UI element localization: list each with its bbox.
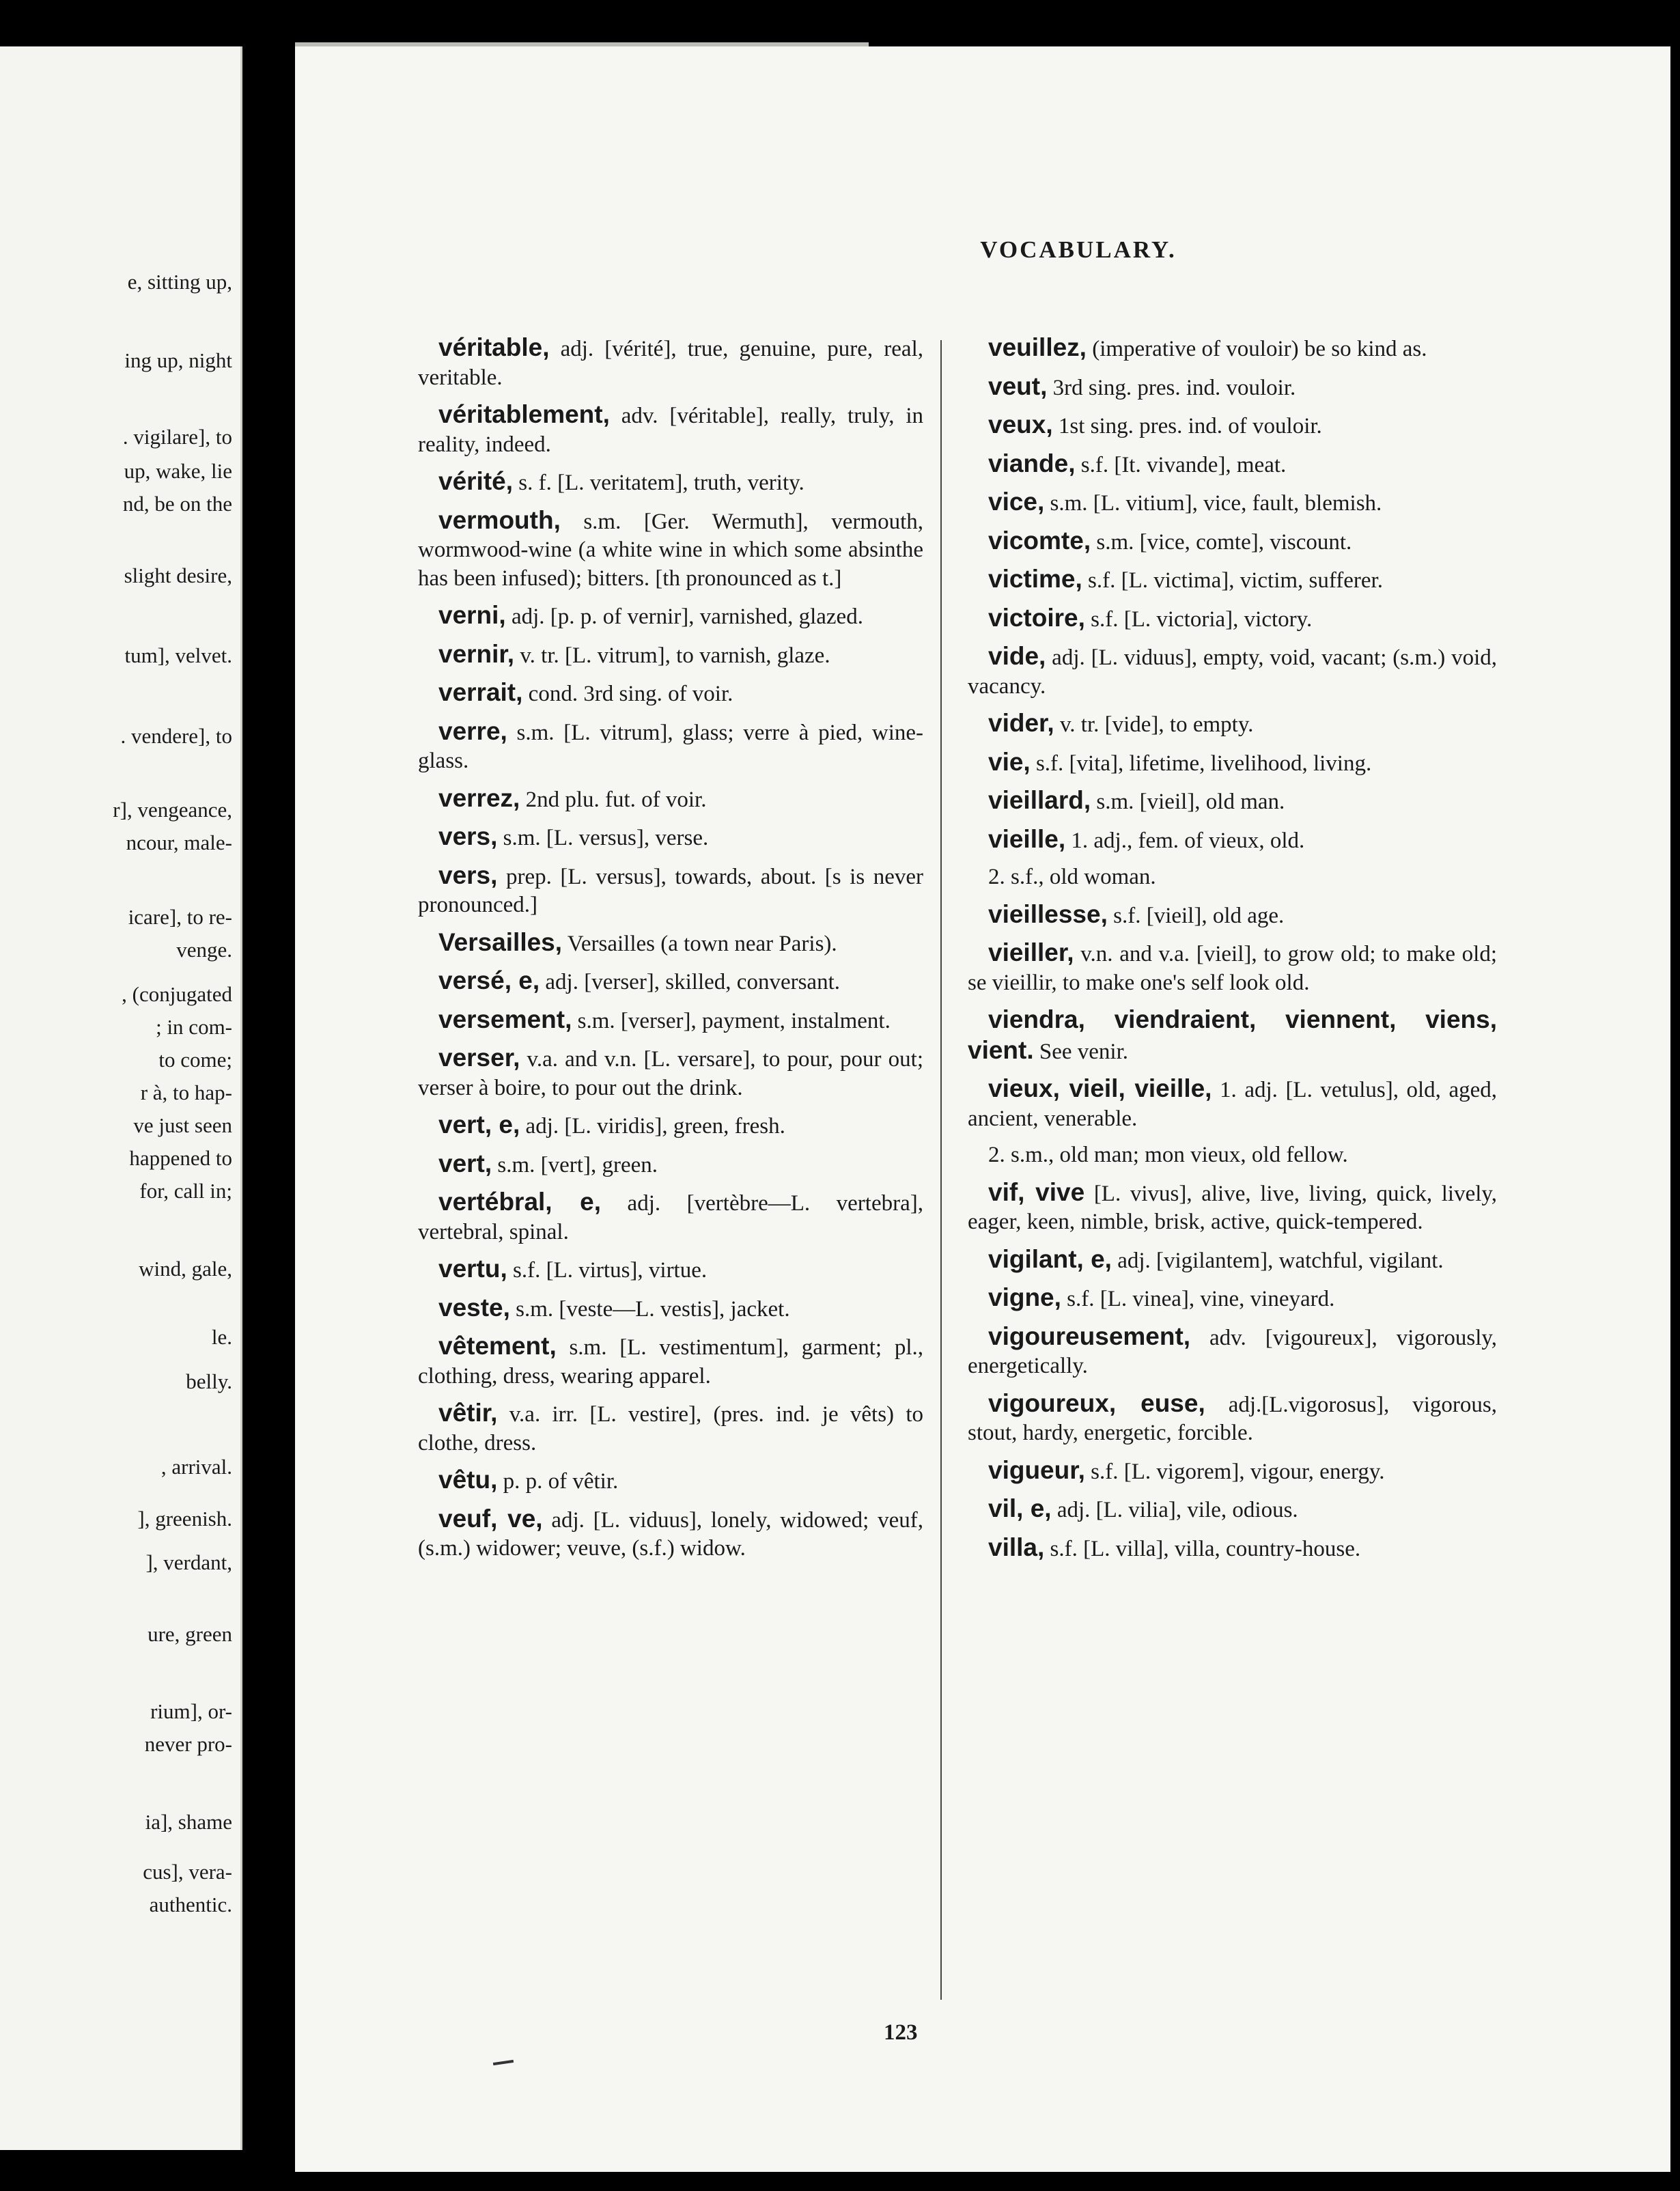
entry-headword: vers, <box>438 861 498 889</box>
entry-definition: cond. 3rd sing. of voir. <box>528 682 733 706</box>
dictionary-entry <box>418 928 923 959</box>
entry-definition: v. tr. [L. vitrum], to varnish, glaze. <box>520 643 830 668</box>
entry-headword: verrait, <box>438 678 523 706</box>
dictionary-entry <box>968 372 1497 403</box>
entry-definition: v.a. irr. [L. vestire], (pres. ind. je vêts) to clothe, dress. <box>418 1402 923 1455</box>
entry-definition: adv. [véritable], really, truly, in reality, indeed. <box>418 404 923 457</box>
entry-headword: vert, e, <box>438 1111 520 1139</box>
entry-definition: s.f. [It. vivande], meat. <box>1080 452 1287 477</box>
entry-headword: vigueur, <box>988 1455 1085 1484</box>
entry-definition: 3rd sing. pres. ind. vouloir. <box>1052 375 1296 400</box>
entry-definition: adj. [L. vilia], vile, odious. <box>1056 1498 1298 1522</box>
entry-headword: vieiller, <box>988 938 1074 966</box>
left-page-line: nd, be on the <box>122 492 232 516</box>
dictionary-entry <box>968 863 1497 892</box>
entry-headword: villa, <box>988 1533 1045 1561</box>
left-page-line: to come; <box>158 1048 232 1072</box>
left-page-line: tum], velvet. <box>124 643 232 667</box>
entry-headword: veuf, ve, <box>438 1504 543 1533</box>
entry-headword: vif, vive <box>988 1177 1085 1206</box>
entry-definition: s.m. [vert], green. <box>497 1152 658 1177</box>
left-page-line: e, sitting up, <box>127 270 232 294</box>
dictionary-entry <box>418 822 923 853</box>
entry-headword: vernir, <box>438 639 515 668</box>
dictionary-entry <box>968 1533 1497 1564</box>
dictionary-entry <box>418 678 923 709</box>
dictionary-entry <box>418 861 923 920</box>
previous-page-fragment <box>0 46 242 2150</box>
entry-headword: vertu, <box>438 1255 507 1283</box>
entry-headword: verni, <box>438 601 506 629</box>
entry-definition: s.m. [Ger. Wermuth], vermouth, wormwood-wine (a white wine in which some absinthe has been infused); bitters. [th pronounced as t.] <box>418 509 924 591</box>
dictionary-entry <box>418 506 923 594</box>
right-column <box>968 333 1497 1572</box>
entry-headword: verser, <box>438 1044 520 1072</box>
dictionary-entry <box>418 1505 923 1563</box>
left-page-line: authentic. <box>149 1893 232 1916</box>
entry-definition: s.m. [L. versus], verse. <box>503 826 709 850</box>
dictionary-entry <box>968 1141 1497 1170</box>
left-page-line: rium], or- <box>150 1699 232 1723</box>
entry-definition: s.m. [vieil], old man. <box>1096 790 1285 814</box>
dictionary-entry <box>418 1005 923 1036</box>
entry-definition: s.f. [L. virtus], virtue. <box>513 1258 708 1283</box>
left-page-line: , arrival. <box>160 1455 232 1479</box>
entry-definition: 2. s.f., old woman. <box>988 865 1156 889</box>
left-page-line: cus], vera- <box>143 1860 232 1884</box>
stray-mark <box>493 2060 514 2065</box>
dictionary-entry <box>968 449 1497 480</box>
entry-definition: adj. [vertèbre—L. vertebra], vertebral, spinal. <box>418 1191 923 1244</box>
left-page-line: r], vengeance, <box>113 798 232 822</box>
entry-headword: victime, <box>988 565 1082 593</box>
left-page-line: happened to <box>129 1146 232 1170</box>
entry-headword: vêtir, <box>438 1399 498 1427</box>
dictionary-entry <box>968 488 1497 518</box>
entry-definition: s.f. [L. victima], victim, sufferer. <box>1088 568 1383 593</box>
entry-definition: adj. [L. viridis], green, fresh. <box>525 1114 785 1139</box>
dictionary-entry <box>968 333 1497 364</box>
dictionary-entry <box>968 748 1497 779</box>
entry-definition: 1. adj., fem. of vieux, old. <box>1071 828 1305 853</box>
dictionary-entry <box>968 642 1497 701</box>
entry-headword: vigoureusement, <box>988 1322 1191 1350</box>
dictionary-entry <box>968 938 1497 997</box>
entry-headword: vert, <box>438 1149 492 1177</box>
dictionary-entry <box>968 565 1497 596</box>
entry-headword: vil, e, <box>988 1494 1052 1522</box>
entry-definition: v. tr. [vide], to empty. <box>1059 712 1254 737</box>
entry-headword: vers, <box>438 822 498 850</box>
dictionary-entry <box>968 604 1497 634</box>
entry-headword: vêtement, <box>438 1332 557 1360</box>
entry-definition: adj. [p. p. of vernir], varnished, glazed. <box>511 604 863 629</box>
dictionary-entry <box>968 1322 1497 1381</box>
left-page-line: icare], to re- <box>128 905 232 929</box>
left-page-line: ia], shame <box>145 1810 232 1834</box>
dictionary-entry <box>968 1178 1497 1237</box>
left-page-line: . vigilare], to <box>122 425 232 449</box>
entry-definition: prep. [L. versus], towards, about. [s is never pronounced.] <box>418 864 924 917</box>
left-page-line: slight desire, <box>124 563 232 587</box>
dictionary-entry <box>418 717 923 776</box>
entry-definition: s. f. [L. veritatem], truth, verity. <box>518 471 804 495</box>
entry-definition: s.m. [L. vestimentum], garment; pl., clothing, dress, wearing apparel. <box>418 1335 923 1388</box>
left-page-line: ure, green <box>148 1622 232 1646</box>
dictionary-entry <box>968 1005 1497 1066</box>
entry-headword: verre, <box>438 716 507 745</box>
entry-headword: vide, <box>988 642 1046 670</box>
entry-headword: vermouth, <box>438 505 561 534</box>
dictionary-entry <box>418 1188 923 1246</box>
entry-headword: viendra, viendraient, viennent, viens, vient. <box>968 1005 1497 1064</box>
dictionary-entry <box>418 1332 923 1391</box>
entry-definition: p. p. of vêtir. <box>503 1469 619 1494</box>
entry-headword: veut, <box>988 372 1048 400</box>
dictionary-entry <box>418 1466 923 1496</box>
entry-headword: vertébral, e, <box>438 1188 602 1216</box>
dictionary-entry <box>418 1149 923 1180</box>
left-page-line: le. <box>211 1325 232 1349</box>
dictionary-entry <box>418 601 923 632</box>
entry-definition: s.m. [vice, comte], viscount. <box>1096 529 1352 555</box>
entry-definition: 2nd plu. fut. of voir. <box>525 787 707 812</box>
entry-headword: véritable, <box>438 333 550 361</box>
entry-headword: verrez, <box>438 783 520 812</box>
dictionary-entry <box>968 1389 1497 1448</box>
entry-definition: adj. [verser], skilled, conversant. <box>545 970 840 994</box>
entry-definition: 2. s.m., old man; mon vieux, old fellow. <box>988 1143 1348 1167</box>
entry-definition: s.f. [L. vinea], vine, vineyard. <box>1067 1287 1335 1311</box>
dictionary-entry <box>968 410 1497 441</box>
left-page-line: ncour, male- <box>126 831 232 854</box>
entry-headword: vieillard, <box>988 786 1091 814</box>
entry-headword: vieillesse, <box>988 899 1108 928</box>
left-page-line: ], greenish. <box>137 1507 232 1531</box>
entry-definition: s.f. [L. victoria], victory. <box>1091 606 1313 632</box>
left-page-line: r à, to hap- <box>140 1080 232 1104</box>
entry-definition: [L. vivus], alive, live, living, quick, lively, eager, keen, nimble, brisk, active, quick-tempered. <box>968 1181 1498 1234</box>
running-head: VOCABULARY. <box>980 236 1177 263</box>
dictionary-entry <box>418 1399 923 1457</box>
dictionary-entry <box>418 333 923 392</box>
left-page-line: for, call in; <box>139 1179 232 1203</box>
left-column <box>418 333 923 1572</box>
left-page-line: ; in com- <box>156 1015 232 1039</box>
entry-definition: See venir. <box>1039 1039 1129 1064</box>
entry-definition: Versailles (a town near Paris). <box>567 931 837 956</box>
entry-headword: viande, <box>988 449 1076 477</box>
dictionary-entry <box>418 400 923 459</box>
entry-headword: vice, <box>988 488 1045 516</box>
entry-headword: victoire, <box>988 603 1085 632</box>
dictionary-entry <box>968 825 1497 856</box>
entry-definition: adj.[L.vigorosus], vigorous, stout, hardy, energetic, forcible. <box>968 1392 1497 1445</box>
entry-headword: vicomte, <box>988 526 1091 555</box>
dictionary-entry <box>418 1044 923 1102</box>
entry-headword: vider, <box>988 709 1054 737</box>
dictionary-entry <box>968 900 1497 931</box>
entry-headword: vie, <box>988 747 1031 776</box>
dictionary-entry <box>418 966 923 997</box>
left-page-line: . vendere], to <box>120 724 232 748</box>
entry-definition: adj. [vérité], true, genuine, pure, real, veritable. <box>418 337 923 390</box>
entry-definition: s.f. [L. villa], villa, country-house. <box>1050 1536 1361 1561</box>
dictionary-page <box>295 46 1670 2172</box>
entry-headword: vieille, <box>988 824 1066 853</box>
entry-definition: s.m. [verser], payment, instalment. <box>577 1008 891 1033</box>
column-divider <box>940 340 942 2000</box>
left-page-line: , (conjugated <box>122 982 232 1006</box>
entry-definition: adj. [vigilantem], watchful, vigilant. <box>1117 1248 1444 1273</box>
entry-definition: s.m. [L. vitrum], glass; verre à pied, wine-glass. <box>418 720 923 773</box>
entry-headword: vieux, vieil, vieille, <box>988 1074 1212 1102</box>
entry-definition: s.f. [vita], lifetime, livelihood, living. <box>1035 751 1372 776</box>
left-page-line: wind, gale, <box>139 1257 232 1281</box>
left-page-line: up, wake, lie <box>124 459 232 483</box>
dictionary-entry <box>968 709 1497 740</box>
entry-headword: vérité, <box>438 467 514 495</box>
dictionary-entry <box>968 527 1497 557</box>
entry-headword: vigilant, e, <box>988 1244 1112 1273</box>
left-page-line: never pro- <box>144 1732 232 1756</box>
dictionary-entry <box>418 467 923 498</box>
dictionary-entry <box>968 1283 1497 1314</box>
dictionary-entry <box>968 1074 1497 1133</box>
left-page-line: venge. <box>176 938 232 962</box>
page-number: 123 <box>884 2020 918 2045</box>
entry-headword: vigoureux, euse, <box>988 1388 1205 1417</box>
dictionary-entry <box>418 784 923 815</box>
entry-headword: veux, <box>988 410 1053 438</box>
dictionary-entry <box>968 1456 1497 1487</box>
dictionary-entry <box>418 1294 923 1324</box>
entry-definition: adj. [L. viduus], empty, void, vacant; (s.m.) void, vacancy. <box>968 645 1497 699</box>
entry-headword: Versailles, <box>438 927 563 956</box>
entry-definition: adj. [L. viduus], lonely, widowed; veuf, (s.m.) widower; veuve, (s.f.) widow. <box>418 1507 924 1561</box>
entry-headword: veste, <box>438 1293 510 1322</box>
dictionary-entry <box>968 1494 1497 1525</box>
left-page-line: ing up, night <box>124 348 232 372</box>
entry-definition: s.f. [L. vigorem], vigour, energy. <box>1091 1459 1385 1484</box>
entry-headword: versé, e, <box>438 966 540 994</box>
entry-definition: v.a. and v.n. [L. versare], to pour, pour out; verser à boire, to pour out the drink. <box>418 1047 924 1100</box>
entry-headword: versement, <box>438 1005 572 1033</box>
entry-definition: adv. [vigoureux], vigorously, energetically. <box>968 1325 1497 1378</box>
entry-definition: s.m. [veste—L. vestis], jacket. <box>516 1296 790 1322</box>
entry-headword: véritablement, <box>438 400 610 428</box>
left-page-line: belly. <box>186 1369 232 1393</box>
entry-headword: veuillez, <box>988 333 1087 361</box>
dictionary-entry <box>418 1255 923 1285</box>
entry-headword: vigne, <box>988 1283 1061 1311</box>
entry-definition: 1. adj. [L. vetulus], old, aged, ancient, venerable. <box>968 1078 1498 1131</box>
entry-definition: s.f. [vieil], old age. <box>1113 903 1285 928</box>
dictionary-entry <box>968 1245 1497 1276</box>
dictionary-entry <box>418 640 923 671</box>
entry-definition: (imperative of vouloir) be so kind as. <box>1092 337 1427 361</box>
dictionary-entry <box>418 1111 923 1141</box>
entry-definition: v.n. and v.a. [vieil], to grow old; to make old; se vieillir, to make one's self look old. <box>968 942 1498 995</box>
entry-definition: 1st sing. pres. ind. of vouloir. <box>1058 414 1322 438</box>
entry-definition: s.m. [L. vitium], vice, fault, blemish. <box>1050 491 1382 516</box>
left-page-line: ve just seen <box>133 1113 232 1137</box>
left-page-line: ], verdant, <box>145 1550 232 1574</box>
dictionary-entry <box>968 786 1497 817</box>
entry-headword: vêtu, <box>438 1466 498 1494</box>
